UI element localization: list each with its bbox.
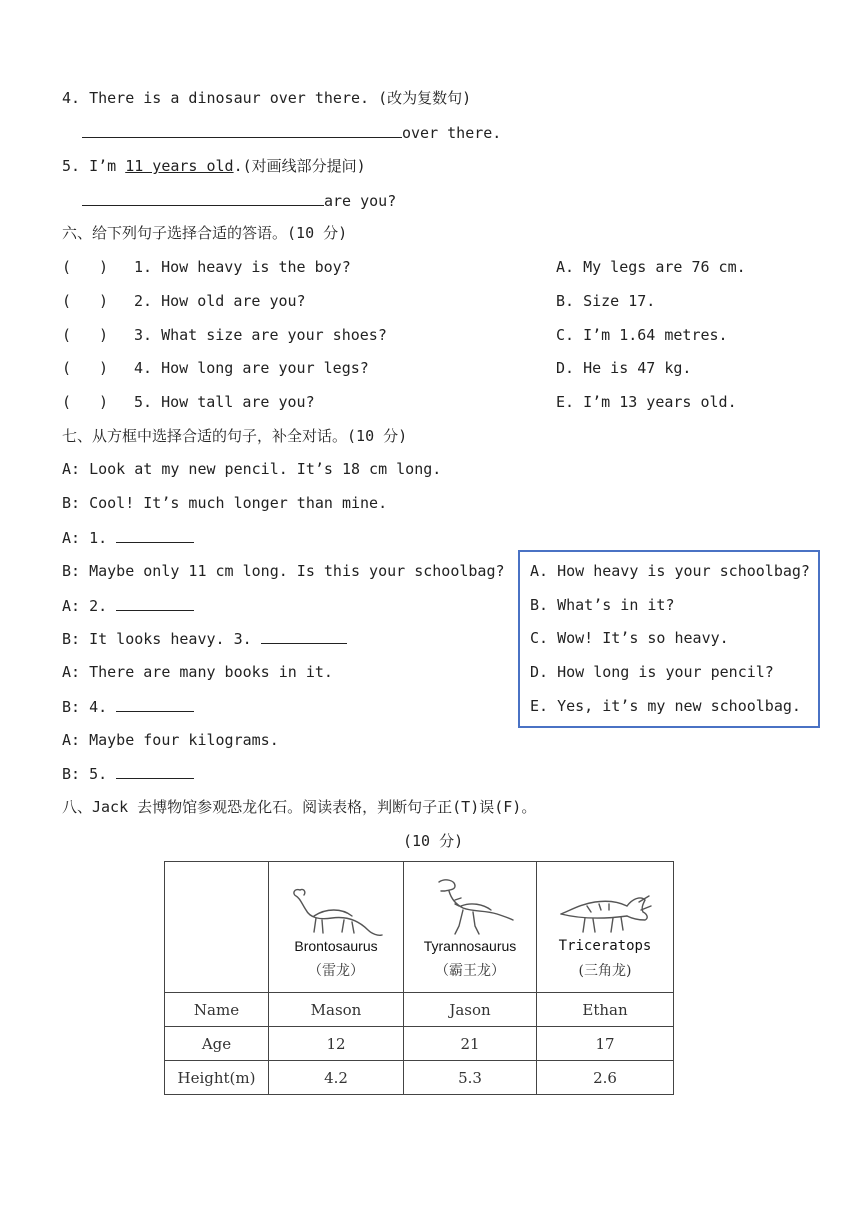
table-row xyxy=(165,1061,674,1095)
dialogue-line: B: 4. xyxy=(62,696,194,717)
underlined-phrase: 11 years old xyxy=(125,157,234,175)
dialogue-line: A: 2. xyxy=(62,595,194,616)
table-cell: Jason xyxy=(404,993,537,1027)
dinosaur-chinese-name: （雷龙） xyxy=(308,963,364,979)
dialogue-line: A: 1. xyxy=(62,527,194,548)
triceratops-icon xyxy=(557,888,653,938)
match-answer: B. Size 17. xyxy=(556,292,656,310)
answer-suffix: over there. xyxy=(402,124,502,142)
answer-blank[interactable] xyxy=(82,122,402,138)
match-question: ( ) 5. How tall are you? xyxy=(62,393,315,411)
dinosaur-name: Brontosaurus xyxy=(294,938,378,954)
answer-blank[interactable] xyxy=(116,595,194,611)
choice-option: E. Yes, it’s my new schoolbag. xyxy=(530,697,801,715)
choice-option: C. Wow! It’s so heavy. xyxy=(530,629,729,647)
table-cell: Mason xyxy=(269,993,404,1027)
row-label: Height(m) xyxy=(165,1061,269,1095)
answer-blank[interactable] xyxy=(116,527,194,543)
dinosaur-name: Tyrannosaurus xyxy=(423,938,517,954)
section-8-heading: 八、Jack 去博物馆参观恐龙化石。阅读表格，判断句子正(T)误(F)。 xyxy=(62,798,537,816)
choice-option: B. What’s in it? xyxy=(530,596,675,614)
section-6-heading: 六、给下列句子选择合适的答语。(10 分) xyxy=(62,224,348,242)
table-cell: 17 xyxy=(537,1027,674,1061)
dialogue-line: A: Maybe four kilograms. xyxy=(62,731,279,749)
match-answer: C. I’m 1.64 metres. xyxy=(556,326,728,344)
dialogue-line: B: 5. xyxy=(62,763,194,784)
table-row xyxy=(165,993,674,1027)
answer-suffix: are you? xyxy=(324,192,397,210)
table-cell: 21 xyxy=(404,1027,537,1061)
table-header-row xyxy=(165,862,674,993)
section-7-heading: 七、从方框中选择合适的句子，补全对话。(10 分) xyxy=(62,427,408,445)
table-cell: 2.6 xyxy=(537,1061,674,1095)
row-label: Age xyxy=(165,1027,269,1061)
tyrannosaurus-icon xyxy=(425,876,515,938)
choice-option: D. How long is your pencil? xyxy=(530,663,774,681)
question-4-answer-line xyxy=(82,122,501,143)
match-answer: D. He is 47 kg. xyxy=(556,359,692,377)
answer-blank[interactable] xyxy=(261,628,347,644)
dinosaur-chinese-name: （霸王龙） xyxy=(435,963,505,979)
table-cell: 4.2 xyxy=(269,1061,404,1095)
match-question: ( ) 4. How long are your legs? xyxy=(62,359,369,377)
table-cell: 12 xyxy=(269,1027,404,1061)
dinosaur-table xyxy=(164,861,674,1095)
question-5-answer-line xyxy=(82,190,396,211)
match-question: ( ) 1. How heavy is the boy? xyxy=(62,258,351,276)
dialogue-line: B: It looks heavy. 3. xyxy=(62,628,347,649)
answer-blank[interactable] xyxy=(116,763,194,779)
dialogue-line: B: Maybe only 11 cm long. Is this your schoolbag? xyxy=(62,562,505,580)
table-cell: 5.3 xyxy=(404,1061,537,1095)
question-4: 4. There is a dinosaur over there. (改为复数句) xyxy=(62,89,472,107)
match-answer: A. My legs are 76 cm. xyxy=(556,258,746,276)
row-label: Name xyxy=(165,993,269,1027)
match-answer: E. I’m 13 years old. xyxy=(556,393,737,411)
table-header-cell xyxy=(537,862,674,993)
dialogue-line: A: Look at my new pencil. It’s 18 cm long. xyxy=(62,460,442,478)
dialogue-line: A: There are many books in it. xyxy=(62,663,333,681)
table-header-cell xyxy=(404,862,537,993)
table-corner-cell xyxy=(165,862,269,993)
question-5: 5. I’m 11 years old.(对画线部分提问) xyxy=(62,157,366,175)
choice-option: A. How heavy is your schoolbag? xyxy=(530,562,810,580)
section-8-score: (10 分) xyxy=(403,832,464,850)
dinosaur-name: Triceratops xyxy=(558,938,652,954)
answer-blank[interactable] xyxy=(82,190,324,206)
dinosaur-chinese-name: (三角龙) xyxy=(578,963,632,979)
dialogue-line: B: Cool! It’s much longer than mine. xyxy=(62,494,388,512)
match-question: ( ) 3. What size are your shoes? xyxy=(62,326,387,344)
table-header-cell xyxy=(269,862,404,993)
brontosaurus-icon xyxy=(286,880,386,938)
choice-box xyxy=(518,550,820,728)
match-question: ( ) 2. How old are you? xyxy=(62,292,306,310)
table-cell: Ethan xyxy=(537,993,674,1027)
answer-blank[interactable] xyxy=(116,696,194,712)
table-row xyxy=(165,1027,674,1061)
